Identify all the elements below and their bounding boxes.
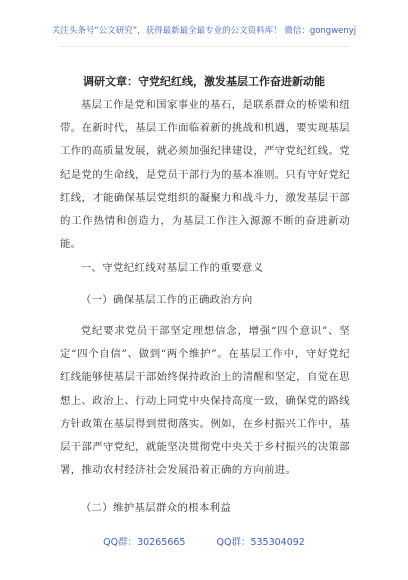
footer-qq-group-1: QQ群：30265665: [103, 537, 186, 548]
subsection-heading-1: （一）确保基层工作的正确政治方向: [80, 294, 253, 306]
subsection-1-paragraph: 党纪要求党员干部坚定理想信念，增强“四个意识”、坚定“四个自信”、做到“两个维护”。在基层工作中，守好党纪红线能够使基层干部始终保持政治上的清醒和坚定，自觉在思想上、政治上、行动上同党中央保持高度一致，确保党的路线方针政策在基层得到贯彻落实。例如，在乡村振兴工作中，基层干部严守党纪，就能坚决贯彻党中央关于乡村振兴的决策部署，推动农村经济社会发展沿着正确的方向前进。: [60, 325, 350, 477]
header-divider: [60, 46, 350, 47]
footer: [0, 534, 408, 548]
header-banner: 关注头条号“公文研究”，获得最新最全最专业的公文资料库！ 微信：gongwenyj: [51, 26, 357, 36]
subsection-heading-2: （二）维护基层群众的根本利益: [80, 502, 232, 514]
intro-paragraph: 基层工作是党和国家事业的基石，是联系群众的桥梁和纽带。在新时代，基层工作面临着新的挑战和机遇，要实现基层工作的高质量发展，就必须加强纪律建设，严守党纪红线。党纪是党的生命线，是党员干部行为的基本准则。只有守好党纪红线，才能确保基层党组织的凝聚力和战斗力，激发基层干部的工作热情和创造力，为基层工作注入源源不断的奋进新动能。: [60, 99, 350, 251]
footer-qq-group-2: QQ群：535304092: [216, 537, 305, 548]
section-heading-1: 一、守党纪红线对基层工作的重要意义: [80, 262, 264, 274]
document-title: 调研文章：守党纪红线，激发基层工作奋进新动能: [83, 75, 325, 88]
